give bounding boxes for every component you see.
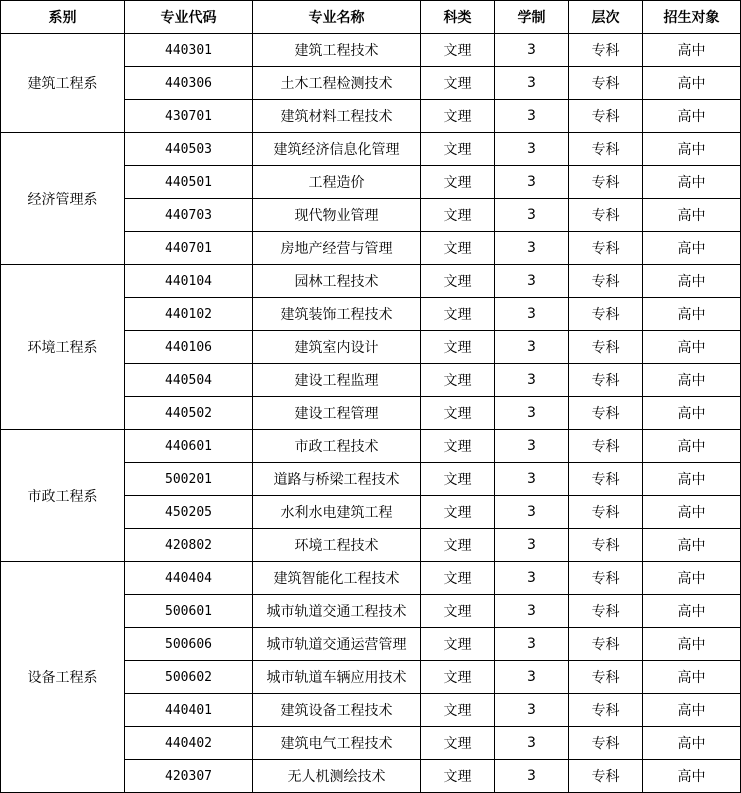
major-code-cell: 500606 bbox=[125, 628, 253, 661]
target-cell: 高中 bbox=[643, 364, 741, 397]
major-code-cell: 450205 bbox=[125, 496, 253, 529]
target-cell: 高中 bbox=[643, 331, 741, 364]
major-code-cell: 430701 bbox=[125, 100, 253, 133]
target-cell: 高中 bbox=[643, 265, 741, 298]
level-cell: 专科 bbox=[569, 199, 643, 232]
level-cell: 专科 bbox=[569, 364, 643, 397]
major-name-cell: 房地产经营与管理 bbox=[253, 232, 421, 265]
duration-cell: 3 bbox=[495, 265, 569, 298]
target-cell: 高中 bbox=[643, 67, 741, 100]
level-cell: 专科 bbox=[569, 694, 643, 727]
department-cell: 环境工程系 bbox=[1, 265, 125, 430]
major-name-cell: 建筑智能化工程技术 bbox=[253, 562, 421, 595]
category-cell: 文理 bbox=[421, 67, 495, 100]
major-code-cell: 500602 bbox=[125, 661, 253, 694]
category-cell: 文理 bbox=[421, 133, 495, 166]
header-department: 系别 bbox=[1, 1, 125, 34]
major-name-cell: 建筑电气工程技术 bbox=[253, 727, 421, 760]
target-cell: 高中 bbox=[643, 562, 741, 595]
duration-cell: 3 bbox=[495, 232, 569, 265]
department-cell: 经济管理系 bbox=[1, 133, 125, 265]
duration-cell: 3 bbox=[495, 199, 569, 232]
duration-cell: 3 bbox=[495, 397, 569, 430]
category-cell: 文理 bbox=[421, 397, 495, 430]
level-cell: 专科 bbox=[569, 661, 643, 694]
department-cell: 建筑工程系 bbox=[1, 34, 125, 133]
target-cell: 高中 bbox=[643, 232, 741, 265]
major-code-cell: 440402 bbox=[125, 727, 253, 760]
level-cell: 专科 bbox=[569, 529, 643, 562]
major-code-cell: 440301 bbox=[125, 34, 253, 67]
major-name-cell: 无人机测绘技术 bbox=[253, 760, 421, 793]
level-cell: 专科 bbox=[569, 67, 643, 100]
level-cell: 专科 bbox=[569, 265, 643, 298]
header-major-name: 专业名称 bbox=[253, 1, 421, 34]
table-row bbox=[1, 265, 741, 298]
level-cell: 专科 bbox=[569, 133, 643, 166]
duration-cell: 3 bbox=[495, 133, 569, 166]
duration-cell: 3 bbox=[495, 661, 569, 694]
major-code-cell: 440504 bbox=[125, 364, 253, 397]
target-cell: 高中 bbox=[643, 34, 741, 67]
level-cell: 专科 bbox=[569, 463, 643, 496]
major-name-cell: 建设工程管理 bbox=[253, 397, 421, 430]
major-name-cell: 水利水电建筑工程 bbox=[253, 496, 421, 529]
department-cell: 市政工程系 bbox=[1, 430, 125, 562]
duration-cell: 3 bbox=[495, 562, 569, 595]
category-cell: 文理 bbox=[421, 430, 495, 463]
major-code-cell: 440404 bbox=[125, 562, 253, 595]
level-cell: 专科 bbox=[569, 760, 643, 793]
category-cell: 文理 bbox=[421, 364, 495, 397]
major-name-cell: 园林工程技术 bbox=[253, 265, 421, 298]
major-code-cell: 440104 bbox=[125, 265, 253, 298]
major-code-cell: 440703 bbox=[125, 199, 253, 232]
major-name-cell: 市政工程技术 bbox=[253, 430, 421, 463]
duration-cell: 3 bbox=[495, 496, 569, 529]
major-code-cell: 500201 bbox=[125, 463, 253, 496]
major-name-cell: 建设工程监理 bbox=[253, 364, 421, 397]
table-body bbox=[1, 34, 741, 793]
category-cell: 文理 bbox=[421, 166, 495, 199]
category-cell: 文理 bbox=[421, 463, 495, 496]
category-cell: 文理 bbox=[421, 529, 495, 562]
duration-cell: 3 bbox=[495, 463, 569, 496]
target-cell: 高中 bbox=[643, 463, 741, 496]
major-code-cell: 440106 bbox=[125, 331, 253, 364]
target-cell: 高中 bbox=[643, 760, 741, 793]
major-code-cell: 440102 bbox=[125, 298, 253, 331]
major-name-cell: 环境工程技术 bbox=[253, 529, 421, 562]
level-cell: 专科 bbox=[569, 232, 643, 265]
header-target: 招生对象 bbox=[643, 1, 741, 34]
category-cell: 文理 bbox=[421, 628, 495, 661]
target-cell: 高中 bbox=[643, 496, 741, 529]
duration-cell: 3 bbox=[495, 67, 569, 100]
major-name-cell: 现代物业管理 bbox=[253, 199, 421, 232]
level-cell: 专科 bbox=[569, 628, 643, 661]
major-name-cell: 道路与桥梁工程技术 bbox=[253, 463, 421, 496]
level-cell: 专科 bbox=[569, 100, 643, 133]
category-cell: 文理 bbox=[421, 100, 495, 133]
table-row bbox=[1, 34, 741, 67]
category-cell: 文理 bbox=[421, 760, 495, 793]
major-name-cell: 建筑装饰工程技术 bbox=[253, 298, 421, 331]
category-cell: 文理 bbox=[421, 331, 495, 364]
target-cell: 高中 bbox=[643, 430, 741, 463]
target-cell: 高中 bbox=[643, 397, 741, 430]
header-major-code: 专业代码 bbox=[125, 1, 253, 34]
level-cell: 专科 bbox=[569, 430, 643, 463]
major-name-cell: 城市轨道交通运营管理 bbox=[253, 628, 421, 661]
level-cell: 专科 bbox=[569, 166, 643, 199]
duration-cell: 3 bbox=[495, 298, 569, 331]
major-name-cell: 工程造价 bbox=[253, 166, 421, 199]
major-name-cell: 建筑材料工程技术 bbox=[253, 100, 421, 133]
level-cell: 专科 bbox=[569, 397, 643, 430]
level-cell: 专科 bbox=[569, 727, 643, 760]
duration-cell: 3 bbox=[495, 331, 569, 364]
level-cell: 专科 bbox=[569, 34, 643, 67]
major-code-cell: 420307 bbox=[125, 760, 253, 793]
major-code-cell: 420802 bbox=[125, 529, 253, 562]
duration-cell: 3 bbox=[495, 430, 569, 463]
duration-cell: 3 bbox=[495, 34, 569, 67]
duration-cell: 3 bbox=[495, 760, 569, 793]
target-cell: 高中 bbox=[643, 529, 741, 562]
category-cell: 文理 bbox=[421, 232, 495, 265]
duration-cell: 3 bbox=[495, 166, 569, 199]
major-name-cell: 城市轨道车辆应用技术 bbox=[253, 661, 421, 694]
major-code-cell: 440306 bbox=[125, 67, 253, 100]
category-cell: 文理 bbox=[421, 661, 495, 694]
major-code-cell: 440701 bbox=[125, 232, 253, 265]
header-category: 科类 bbox=[421, 1, 495, 34]
duration-cell: 3 bbox=[495, 529, 569, 562]
category-cell: 文理 bbox=[421, 34, 495, 67]
category-cell: 文理 bbox=[421, 595, 495, 628]
major-name-cell: 城市轨道交通工程技术 bbox=[253, 595, 421, 628]
duration-cell: 3 bbox=[495, 694, 569, 727]
major-code-cell: 500601 bbox=[125, 595, 253, 628]
category-cell: 文理 bbox=[421, 562, 495, 595]
duration-cell: 3 bbox=[495, 595, 569, 628]
target-cell: 高中 bbox=[643, 661, 741, 694]
major-code-cell: 440501 bbox=[125, 166, 253, 199]
level-cell: 专科 bbox=[569, 331, 643, 364]
target-cell: 高中 bbox=[643, 727, 741, 760]
duration-cell: 3 bbox=[495, 727, 569, 760]
target-cell: 高中 bbox=[643, 298, 741, 331]
level-cell: 专科 bbox=[569, 298, 643, 331]
major-code-cell: 440601 bbox=[125, 430, 253, 463]
category-cell: 文理 bbox=[421, 496, 495, 529]
major-code-cell: 440401 bbox=[125, 694, 253, 727]
level-cell: 专科 bbox=[569, 562, 643, 595]
duration-cell: 3 bbox=[495, 364, 569, 397]
major-name-cell: 建筑工程技术 bbox=[253, 34, 421, 67]
target-cell: 高中 bbox=[643, 628, 741, 661]
category-cell: 文理 bbox=[421, 199, 495, 232]
table-row bbox=[1, 430, 741, 463]
table-row bbox=[1, 562, 741, 595]
major-code-cell: 440503 bbox=[125, 133, 253, 166]
target-cell: 高中 bbox=[643, 133, 741, 166]
major-name-cell: 建筑经济信息化管理 bbox=[253, 133, 421, 166]
target-cell: 高中 bbox=[643, 595, 741, 628]
major-name-cell: 建筑室内设计 bbox=[253, 331, 421, 364]
level-cell: 专科 bbox=[569, 595, 643, 628]
major-code-cell: 440502 bbox=[125, 397, 253, 430]
duration-cell: 3 bbox=[495, 628, 569, 661]
target-cell: 高中 bbox=[643, 100, 741, 133]
header-row bbox=[1, 1, 741, 34]
target-cell: 高中 bbox=[643, 199, 741, 232]
major-name-cell: 建筑设备工程技术 bbox=[253, 694, 421, 727]
major-name-cell: 土木工程检测技术 bbox=[253, 67, 421, 100]
level-cell: 专科 bbox=[569, 496, 643, 529]
target-cell: 高中 bbox=[643, 694, 741, 727]
target-cell: 高中 bbox=[643, 166, 741, 199]
category-cell: 文理 bbox=[421, 694, 495, 727]
header-duration: 学制 bbox=[495, 1, 569, 34]
department-cell: 设备工程系 bbox=[1, 562, 125, 793]
header-level: 层次 bbox=[569, 1, 643, 34]
category-cell: 文理 bbox=[421, 265, 495, 298]
category-cell: 文理 bbox=[421, 298, 495, 331]
duration-cell: 3 bbox=[495, 100, 569, 133]
category-cell: 文理 bbox=[421, 727, 495, 760]
table-row bbox=[1, 133, 741, 166]
